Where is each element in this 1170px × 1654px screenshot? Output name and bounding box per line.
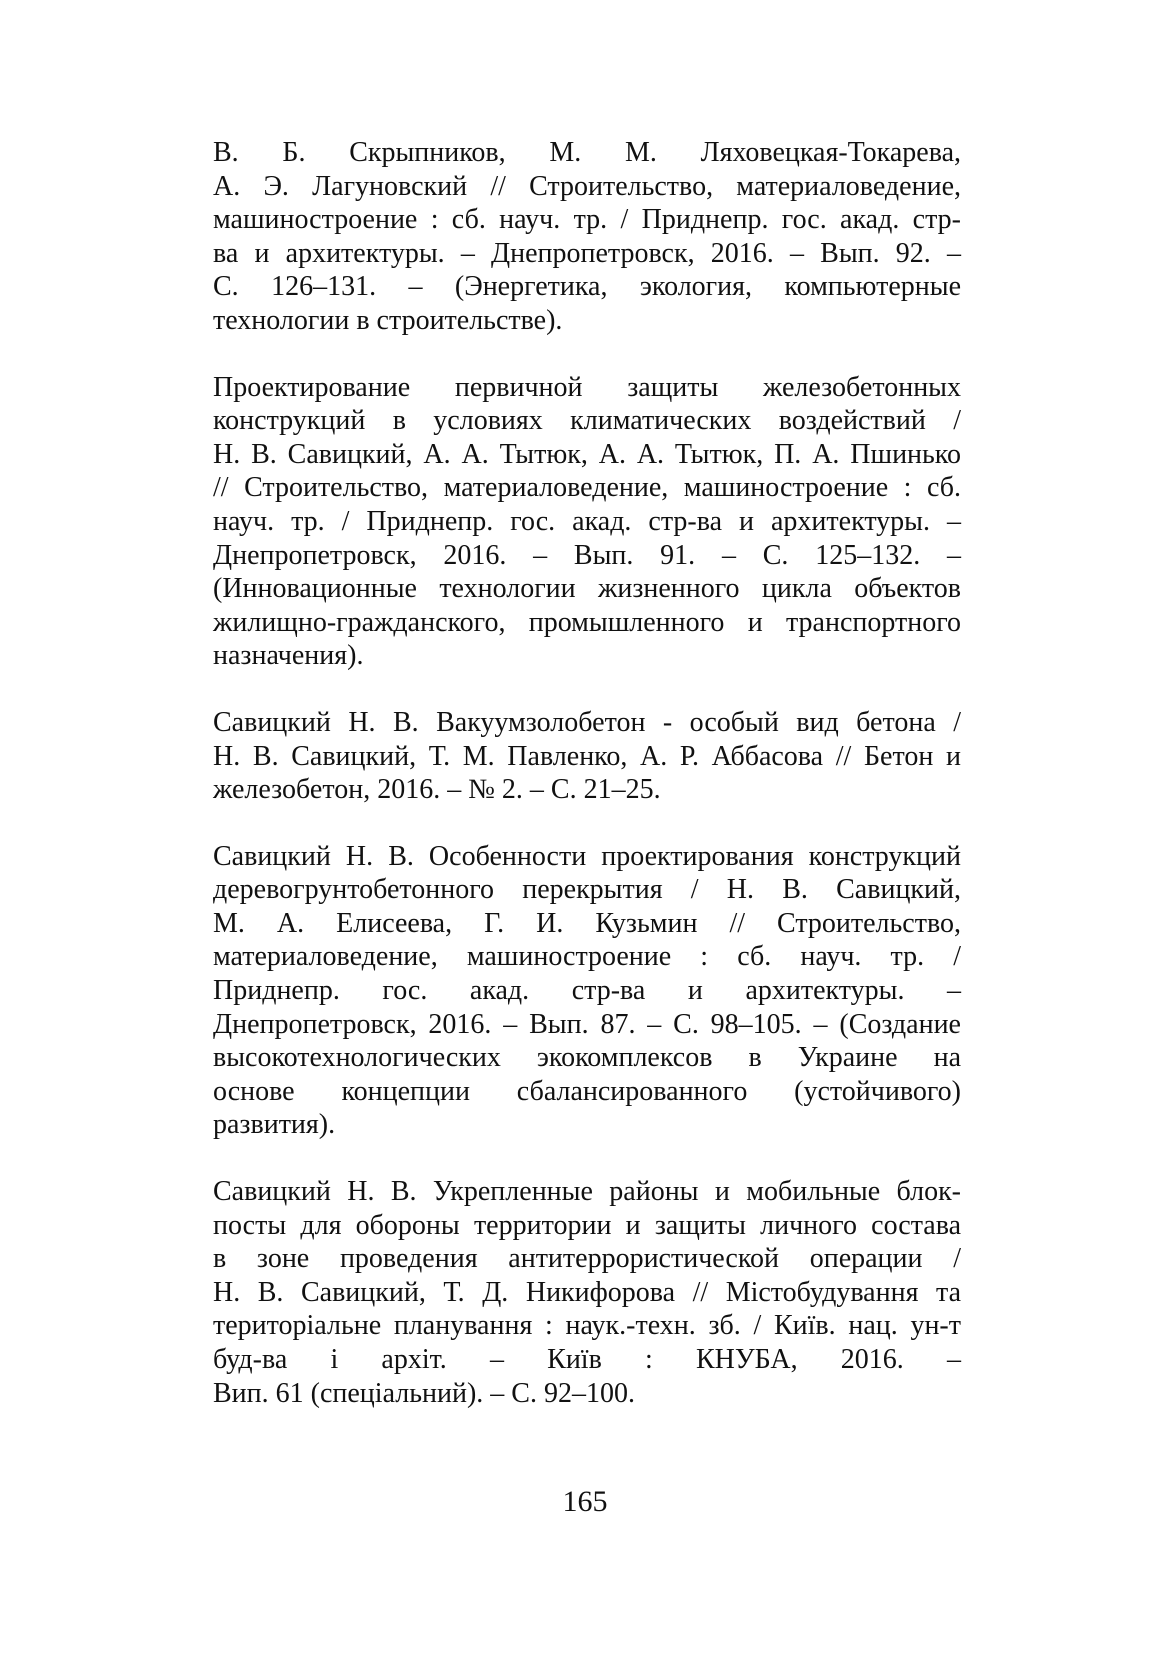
entry-line: деревогрунтобетонного перекрытия / Н. В. Савицкий, — [213, 874, 961, 906]
entry-line: Днепропетровск, 2016. – Вып. 91. – С. 125–132. – — [213, 539, 961, 571]
bibliography-entry — [213, 706, 961, 807]
bibliography-entry — [213, 371, 961, 673]
entry-line: В. Б. Скрыпников, М. М. Ляховецкая-Токарева, — [213, 137, 961, 168]
bibliography-entry — [213, 840, 961, 1142]
entry-line: машиностроение : сб. науч. тр. / Приднепр. гос. акад. стр- — [213, 204, 961, 236]
bibliography-entry — [213, 136, 961, 338]
entry-line: основе концепции сбалансированного (устойчивого) — [213, 1075, 961, 1107]
entry-line: высокотехнологических экокомплексов в Украине на — [213, 1042, 961, 1074]
entry-line: // Строительство, материаловедение, машиностроение : сб. — [213, 472, 961, 504]
entry-line: Н. В. Савицкий, Т. Д. Никифорова // Містобудування та — [213, 1276, 961, 1308]
entry-line: Н. В. Савицкий, Т. М. Павленко, А. Р. Аббасова // Бетон и — [213, 740, 961, 772]
bibliography-list — [213, 136, 961, 1443]
entry-line: железобетон, 2016. – № 2. – С. 21–25. — [213, 774, 661, 806]
entry-line: Савицкий Н. В. Укрепленные районы и мобильные блок- — [213, 1176, 961, 1208]
entry-line: материаловедение, машиностроение : сб. науч. тр. / — [213, 941, 961, 973]
entry-line: А. Э. Лагуновский // Строительство, материаловедение, — [213, 170, 961, 202]
entry-line: Приднепр. гос. акад. стр-ва и архитектуры. – — [213, 975, 961, 1007]
entry-line: ва и архитектуры. – Днепропетровск, 2016. – Вып. 92. – — [213, 237, 961, 269]
entry-line: жилищно-гражданского, промышленного и транспортного — [213, 606, 961, 638]
entry-line: Савицкий Н. В. Особенности проектирования конструкций — [213, 840, 961, 872]
entry-line: (Инновационные технологии жизненного цикла объектов — [213, 573, 961, 605]
entry-line: Проектирование первичной защиты железобетонных — [213, 371, 961, 403]
entry-line: С. 126–131. – (Энергетика, экология, компьютерные — [213, 271, 961, 303]
entry-line: конструкций в условиях климатических воздействий / — [213, 405, 961, 437]
entry-line: Н. В. Савицкий, А. А. Тытюк, А. А. Тытюк, П. А. Пшинько — [213, 438, 961, 470]
entry-line: науч. тр. / Приднепр. гос. акад. стр-ва и архитектуры. – — [213, 505, 961, 537]
entry-line: Савицкий Н. В. Вакуумзолобетон - особый вид бетона / — [213, 706, 961, 738]
entry-line: територіальне планування : наук.-техн. зб. / Київ. нац. ун-т — [213, 1310, 961, 1342]
entry-line: в зоне проведения антитеррористической операции / — [213, 1243, 961, 1275]
entry-line: М. А. Елисеева, Г. И. Кузьмин // Строительство, — [213, 907, 961, 939]
entry-line: Вип. 61 (спеціальний). – С. 92–100. — [213, 1377, 635, 1409]
entry-line: развития). — [213, 1109, 336, 1141]
entry-line: назначения). — [213, 640, 364, 672]
entry-line: Днепропетровск, 2016. – Вып. 87. – С. 98–105. – (Создание — [213, 1008, 961, 1040]
page-number: 165 — [562, 1485, 608, 1518]
entry-line: буд-ва і архіт. – Київ : КНУБА, 2016. – — [213, 1344, 961, 1375]
bibliography-entry — [213, 1175, 961, 1410]
entry-line: посты для обороны территории и защиты личного состава — [213, 1209, 961, 1241]
entry-line: технологии в строительстве). — [213, 304, 563, 336]
